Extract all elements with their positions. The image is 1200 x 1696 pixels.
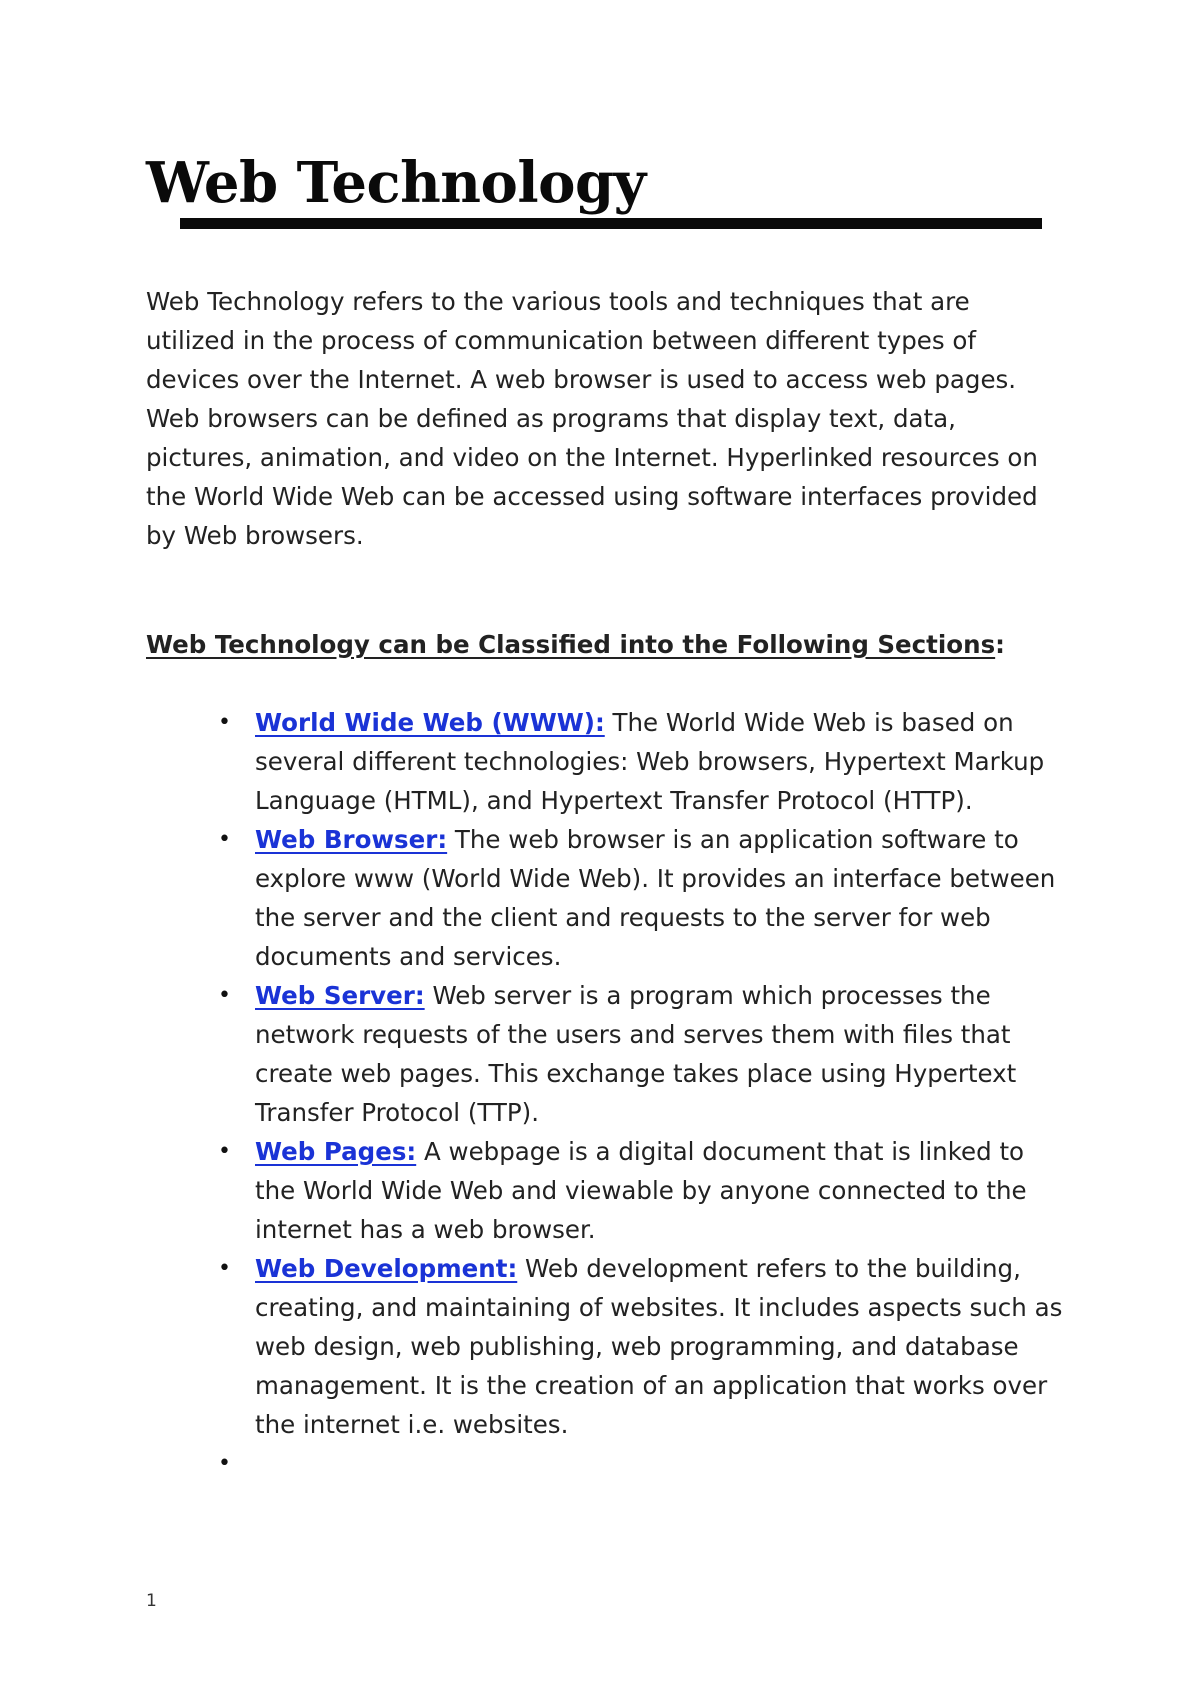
link-web-browser[interactable]: Web Browser: <box>255 825 448 854</box>
list-item-web-development <box>218 1249 1070 1444</box>
page-title: Web Technology <box>146 150 646 216</box>
list-item-web-pages <box>218 1132 1070 1249</box>
bullet-icon: • <box>218 827 231 852</box>
list-item-web-browser <box>218 820 1070 976</box>
bullet-icon: • <box>218 1139 231 1164</box>
section-heading-text: Web Technology can be Classified into the Following Sections <box>146 630 996 659</box>
description-world-wide-web: The World Wide Web is based on several different technologies: Web browsers, Hypertext Markup Language (HTML), and Hypertext Transfer Protocol (HTTP). <box>255 708 1045 815</box>
description-web-pages: A webpage is a digital document that is linked to the World Wide Web and viewable by anyone connected to the internet has a web browser. <box>255 1137 1027 1244</box>
description-web-development: Web development refers to the building, creating, and maintaining of websites. It includes aspects such as web design, web publishing, web programming, and database management. It is the creation of an application that works over the internet i.e. websites. <box>255 1254 1063 1439</box>
list-item-world-wide-web <box>218 703 1070 820</box>
link-world-wide-web[interactable]: World Wide Web (WWW): <box>255 708 605 737</box>
link-web-server[interactable]: Web Server: <box>255 981 425 1010</box>
page-number: 1 <box>146 1591 157 1611</box>
section-heading-colon: : <box>995 630 1005 659</box>
bullet-icon: • <box>218 1256 231 1281</box>
description-web-browser: The web browser is an application software to explore www (World Wide Web). It provides an interface between the server and the client and requests to the server for web documents and services. <box>255 825 1056 971</box>
link-web-pages[interactable]: Web Pages: <box>255 1137 417 1166</box>
intro-paragraph: Web Technology refers to the various tools and techniques that are utilized in the process of communication between different types of devices over the Internet. A web browser is used to access web pages. Web browsers can be defined as programs that display text, data, pictures, animation, and video on the Internet. Hyperlinked resources on the World Wide Web can be accessed using software interfaces provided by Web browsers. <box>146 287 1038 550</box>
title-underline-rule <box>180 218 1042 229</box>
description-web-server: Web server is a program which processes the network requests of the users and serves them with files that create web pages. This exchange takes place using Hypertext Transfer Protocol (TTP). <box>255 981 1017 1127</box>
bullet-icon: • <box>218 710 231 735</box>
list-item-web-server <box>218 976 1070 1132</box>
topic-list <box>218 703 1070 1483</box>
link-web-development[interactable]: Web Development: <box>255 1254 518 1283</box>
bullet-icon: • <box>218 983 231 1008</box>
section-heading <box>146 625 1005 664</box>
list-item-empty <box>218 1444 1070 1483</box>
bullet-icon: • <box>218 1451 231 1476</box>
